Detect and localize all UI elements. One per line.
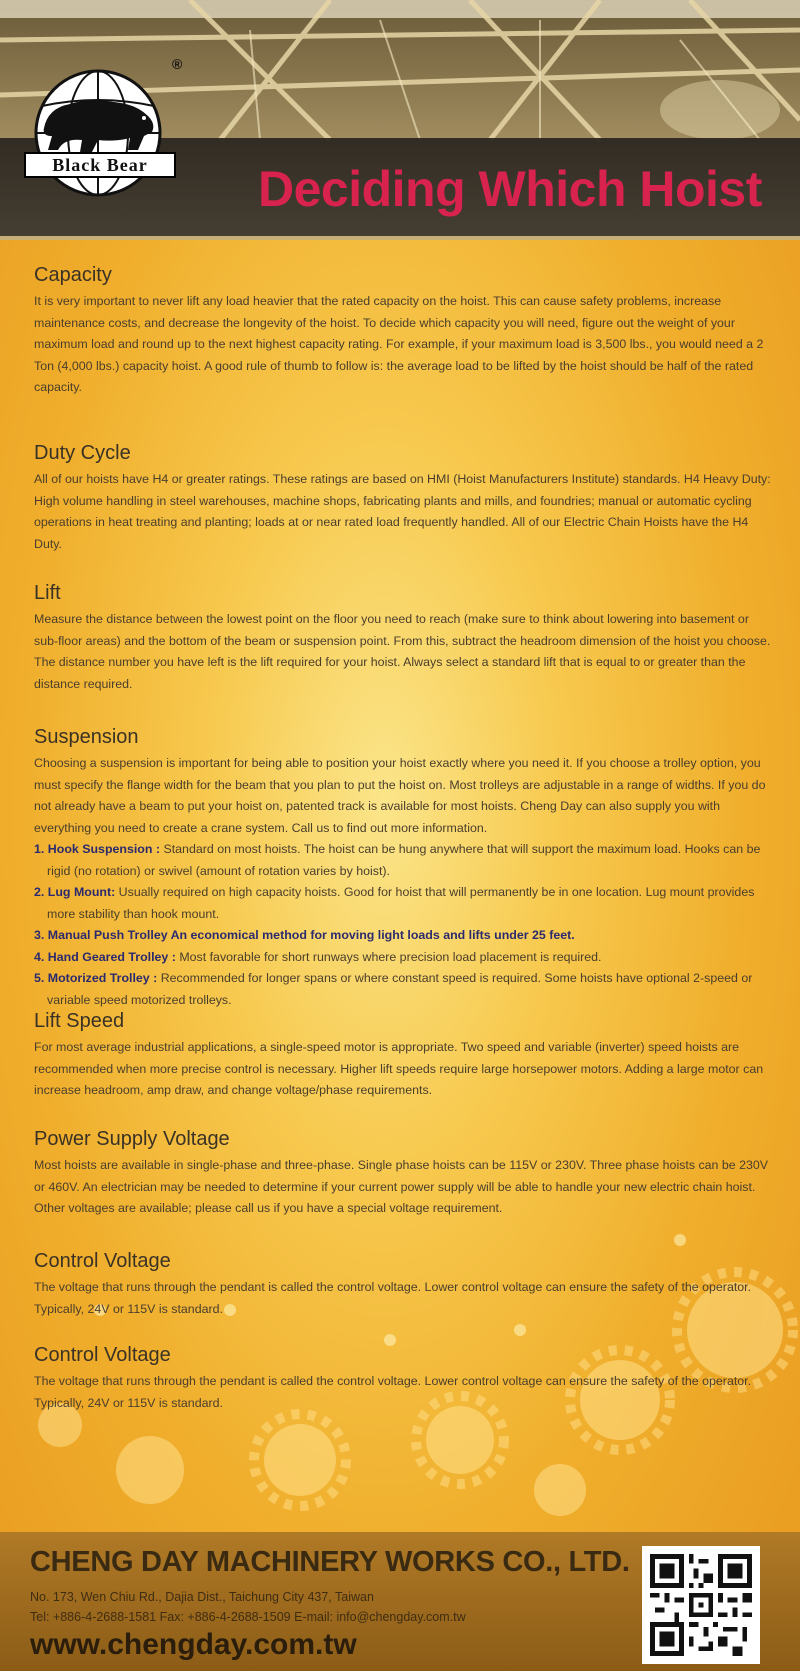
website-link[interactable]: www.chengday.com.tw bbox=[30, 1628, 357, 1661]
section-heading: Power Supply Voltage bbox=[34, 1128, 230, 1150]
list-text: Manual Push Trolley An economical method for moving light loads and lifts under 25 feet. bbox=[47, 928, 575, 942]
company-name: CHENG DAY MACHINERY WORKS CO., LTD. bbox=[30, 1546, 630, 1578]
list-text: Recommended for longer spans or where constant speed is required. Some hoists have optional 2-speed or variable speed motorized trolleys. bbox=[47, 971, 753, 1007]
list-number: 5. bbox=[34, 971, 45, 985]
list-text: Standard on most hoists. The hoist can be hung anywhere that will support the maximum load. Hooks can be rigid (no rotation) or swivel (amount of rotation varies by hoist). bbox=[47, 842, 761, 878]
company-contact: Tel: +886-4-2688-1581 Fax: +886-4-2688-1509 E-mail: info@chengday.com.tw bbox=[30, 1610, 466, 1624]
footer bbox=[0, 1532, 800, 1671]
section-heading: Control Voltage bbox=[34, 1250, 171, 1272]
section-heading: Capacity bbox=[34, 264, 112, 286]
section-body: For most average industrial applications, a single-speed motor is appropriate. Two speed and variable (inverter) speed hoists are recommended when more precise control is necessary. Higher lift speeds require large horsepower motors. Adding a large motor can increase headroom, amp draw, and change voltage/phase requirements. bbox=[34, 1040, 764, 1097]
section-body: It is very important to never lift any load heavier that the rated capacity on the hoist. This can cause safety problems, increase maintenance costs, and decrease the longevity of the hoist. To decide which capacity you will need, figure out the weight of your maximum load and round up to the next highest capacity rating. For example, if your maximum load is 3,500 lbs., you would need a 2 Ton (4,000 lbs.) capacity hoist. A good rule of thumb to follow is: the average load to be lifted by the hoist should be half of the rated capacity. bbox=[34, 294, 764, 394]
list-number: 4. bbox=[34, 949, 45, 964]
brand-logo bbox=[18, 58, 188, 198]
list-term: Lug Mount: bbox=[47, 885, 116, 899]
section-duty-cycle bbox=[34, 442, 774, 555]
qr-code-icon[interactable] bbox=[642, 1546, 760, 1664]
section-lift-speed bbox=[34, 1010, 774, 1102]
list-number: 1. bbox=[34, 842, 45, 856]
list-text: Usually required on high capacity hoists. Good for hoist that will permanently be in one location. Lug mount provides more stability than hook mount. bbox=[47, 885, 755, 921]
section-body: Measure the distance between the lowest point on the floor you need to reach (make sure to think about lowering into basement or sub-floor areas) and the bottom of the beam or suspension point. From this, subtract the headroom dimension of the hoist you choose. The distance number you have left is the lift required for your hoist. Always select a standard lift that is equal to or greater than the distance required. bbox=[34, 612, 771, 691]
section-body: Most hoists are available in single-phase and three-phase. Single phase hoists can be 115V or 230V. Three phase hoists can be 230V or 460V. An electrician may be needed to determine if your current power supply will be able to handle your new electric chain hoist. Other voltages are available; please call us if you have a special voltage requirement. bbox=[34, 1158, 769, 1215]
section-control-voltage bbox=[34, 1250, 774, 1320]
list-item bbox=[34, 839, 774, 882]
list-term: Hook Suspension : bbox=[47, 842, 161, 856]
list-term: Motorized Trolley : bbox=[47, 971, 158, 985]
section-power-supply-voltage bbox=[34, 1128, 774, 1220]
suspension-list bbox=[34, 839, 774, 1011]
list-item bbox=[34, 947, 774, 969]
section-lift bbox=[34, 582, 774, 695]
section-heading: Control Voltage bbox=[34, 1344, 171, 1366]
section-body: The voltage that runs through the pendant is called the control voltage. Lower control voltage can ensure the safety of the operator. Typically, 24V or 115V is standard. bbox=[34, 1280, 752, 1316]
header-banner bbox=[0, 0, 800, 240]
section-heading: Suspension bbox=[34, 726, 139, 748]
list-term: Hand Geared Trolley : bbox=[47, 949, 176, 964]
section-capacity bbox=[34, 264, 774, 399]
registered-mark: ® bbox=[172, 56, 183, 72]
section-heading: Duty Cycle bbox=[34, 442, 131, 464]
section-heading: Lift Speed bbox=[34, 1010, 125, 1032]
section-body: Choosing a suspension is important for being able to position your hoist exactly where you need it. If you choose a trolley option, you must specify the flange width for the beam that you plan to put the hoist on. Most trolleys are adjustable in a range of widths. If you do not already have a beam to put your hoist on, patented track is available for most hoists. Cheng Day can also supply you with everything you need to create a crane system. Call us to find out more information. bbox=[34, 756, 766, 835]
section-body: All of our hoists have H4 or greater ratings. These ratings are based on HMI (Hoist Manufacturers Institute) standards. H4 Heavy Duty: High volume handling in steel warehouses, machine shops, fabricating plants and mills, and foundries; manual or automatic cycling operations in heat treating and planting; loads at or near rated load frequently handled. All of our Electric Chain Hoists have the H4 Duty. bbox=[34, 472, 771, 551]
section-suspension bbox=[34, 726, 774, 1011]
list-number: 2. bbox=[34, 885, 45, 899]
list-number: 3. bbox=[34, 928, 45, 942]
list-item bbox=[34, 968, 774, 1011]
list-item bbox=[34, 882, 774, 925]
section-heading: Lift bbox=[34, 582, 61, 604]
company-address: No. 173, Wen Chiu Rd., Dajia Dist., Taichung City 437, Taiwan bbox=[30, 1590, 374, 1604]
brand-wordmark: Black Bear bbox=[24, 152, 176, 178]
page-title: Deciding Which Hoist bbox=[258, 161, 762, 217]
section-body: The voltage that runs through the pendant is called the control voltage. Lower control voltage can ensure the safety of the operator. Typically, 24V or 115V is standard. bbox=[34, 1374, 752, 1410]
list-item bbox=[34, 925, 774, 947]
section-control-voltage-repeat bbox=[34, 1344, 774, 1414]
list-text: Most favorable for short runways where precision load placement is required. bbox=[175, 949, 602, 964]
